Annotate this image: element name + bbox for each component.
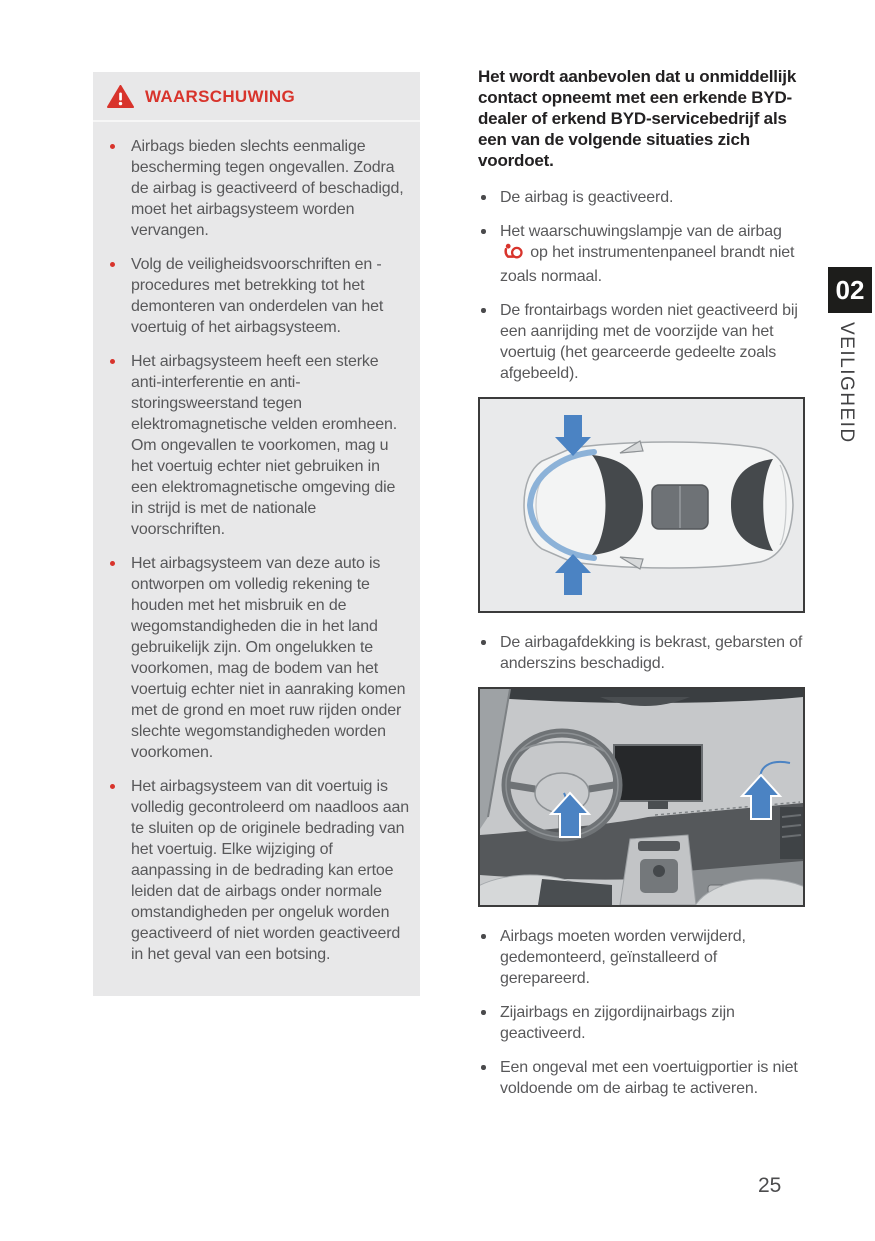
warning-item-text: Het airbagsysteem heeft een sterke anti-interferentie en anti-storingsweerstand tegen elektromagnetische velden eromheen. Om ongevallen te voorkomen, mag u het voertuig echter niet gebruiken in een elektromagnetische omgeving die in strijd is met de nationale voorschriften.: [131, 353, 398, 538]
list-item: [478, 187, 805, 208]
warning-list: [93, 136, 420, 965]
warning-triangle-icon: [107, 85, 134, 109]
list-item: [478, 300, 805, 384]
list-item-text: De airbagafdekking is bekrast, gebarsten of anderszins beschadigd.: [500, 634, 803, 672]
section-intro: Het wordt aanbevolen dat u onmiddellijk contact opneemt met een erkende BYD-dealer of erkend BYD-servicebedrijf als een van de volgende situaties zich voordoet.: [478, 67, 797, 170]
figure-car-top-view: [478, 397, 805, 613]
chapter-number-tab: 02: [828, 267, 872, 313]
chapter-label: VEILIGHEID: [836, 322, 857, 444]
warning-item-text: Volg de veiligheidsvoorschriften en -procedures met betrekking tot het demonteren van onderdelen van het voertuig of het airbagsysteem.: [131, 256, 384, 336]
list-item-text: Het waarschuwingslampje van de airbag: [500, 223, 782, 240]
situation-list: [478, 187, 805, 384]
warning-item: [107, 776, 410, 965]
list-item-text: op het instrumentenpaneel brandt niet zoals normaal.: [500, 244, 795, 285]
list-item: [478, 632, 805, 674]
warning-box: [93, 72, 420, 996]
list-item-text: De airbag is geactiveerd.: [500, 189, 674, 206]
warning-item-text: Het airbagsysteem van dit voertuig is volledig gecontroleerd om naadloos aan te sluiten op de originele bedrading van het voertuig. Elke wijziging of aanpassing in de bedrading kan ertoe leiden dat de airbags onder normale omstandigheden per ongeluk worden geactiveerd of niet worden geactiveerd in het geval van een botsing.: [131, 778, 410, 963]
warning-item-text: Airbags bieden slechts eenmalige bescherming tegen ongevallen. Zodra de airbag is geactiveerd of beschadigd, moet het airbagsysteem worden vervangen.: [131, 138, 404, 239]
figure-dashboard-interior: [478, 687, 805, 907]
warning-item-text: Het airbagsysteem van deze auto is ontworpen om volledig rekening te houden met het misbruik en de wegomstandigheden die in het land gebruikelijk zijn. Om ongelukken te voorkomen, mag de bodem van het voertuig echter niet in aanraking komen met de grond en moet ruw rijden onder slechte wegomstandigheden worden voorkomen.: [131, 555, 406, 761]
list-item-text: De frontairbags worden niet geactiveerd bij een aanrijding met de voorzijde van het voertuig (het gearceerde gedeelte zoals afgebeeld).: [500, 302, 798, 382]
warning-item: [107, 136, 410, 241]
page-number: 25: [758, 1174, 782, 1197]
list-item-text: Airbags moeten worden verwijderd, gedemonteerd, geïnstalleerd of gerepareerd.: [500, 928, 746, 987]
list-item: [478, 1002, 805, 1044]
warning-item: [107, 351, 410, 540]
situation-list: [478, 632, 805, 674]
airbag-warning-lamp-icon: [503, 243, 523, 266]
list-item: [478, 1057, 805, 1099]
warning-title: WAARSCHUWING: [145, 87, 295, 106]
situation-list: [478, 926, 805, 1099]
list-item: [478, 926, 805, 989]
list-item-text: Zijairbags en zijgordijnairbags zijn geactiveerd.: [500, 1004, 735, 1042]
warning-header: [93, 72, 420, 122]
list-item-text: Een ongeval met een voertuigportier is niet voldoende om de airbag te activeren.: [500, 1059, 798, 1097]
main-content: [478, 66, 805, 1112]
warning-item: [107, 553, 410, 763]
list-item: [478, 221, 805, 287]
warning-item: [107, 254, 410, 338]
